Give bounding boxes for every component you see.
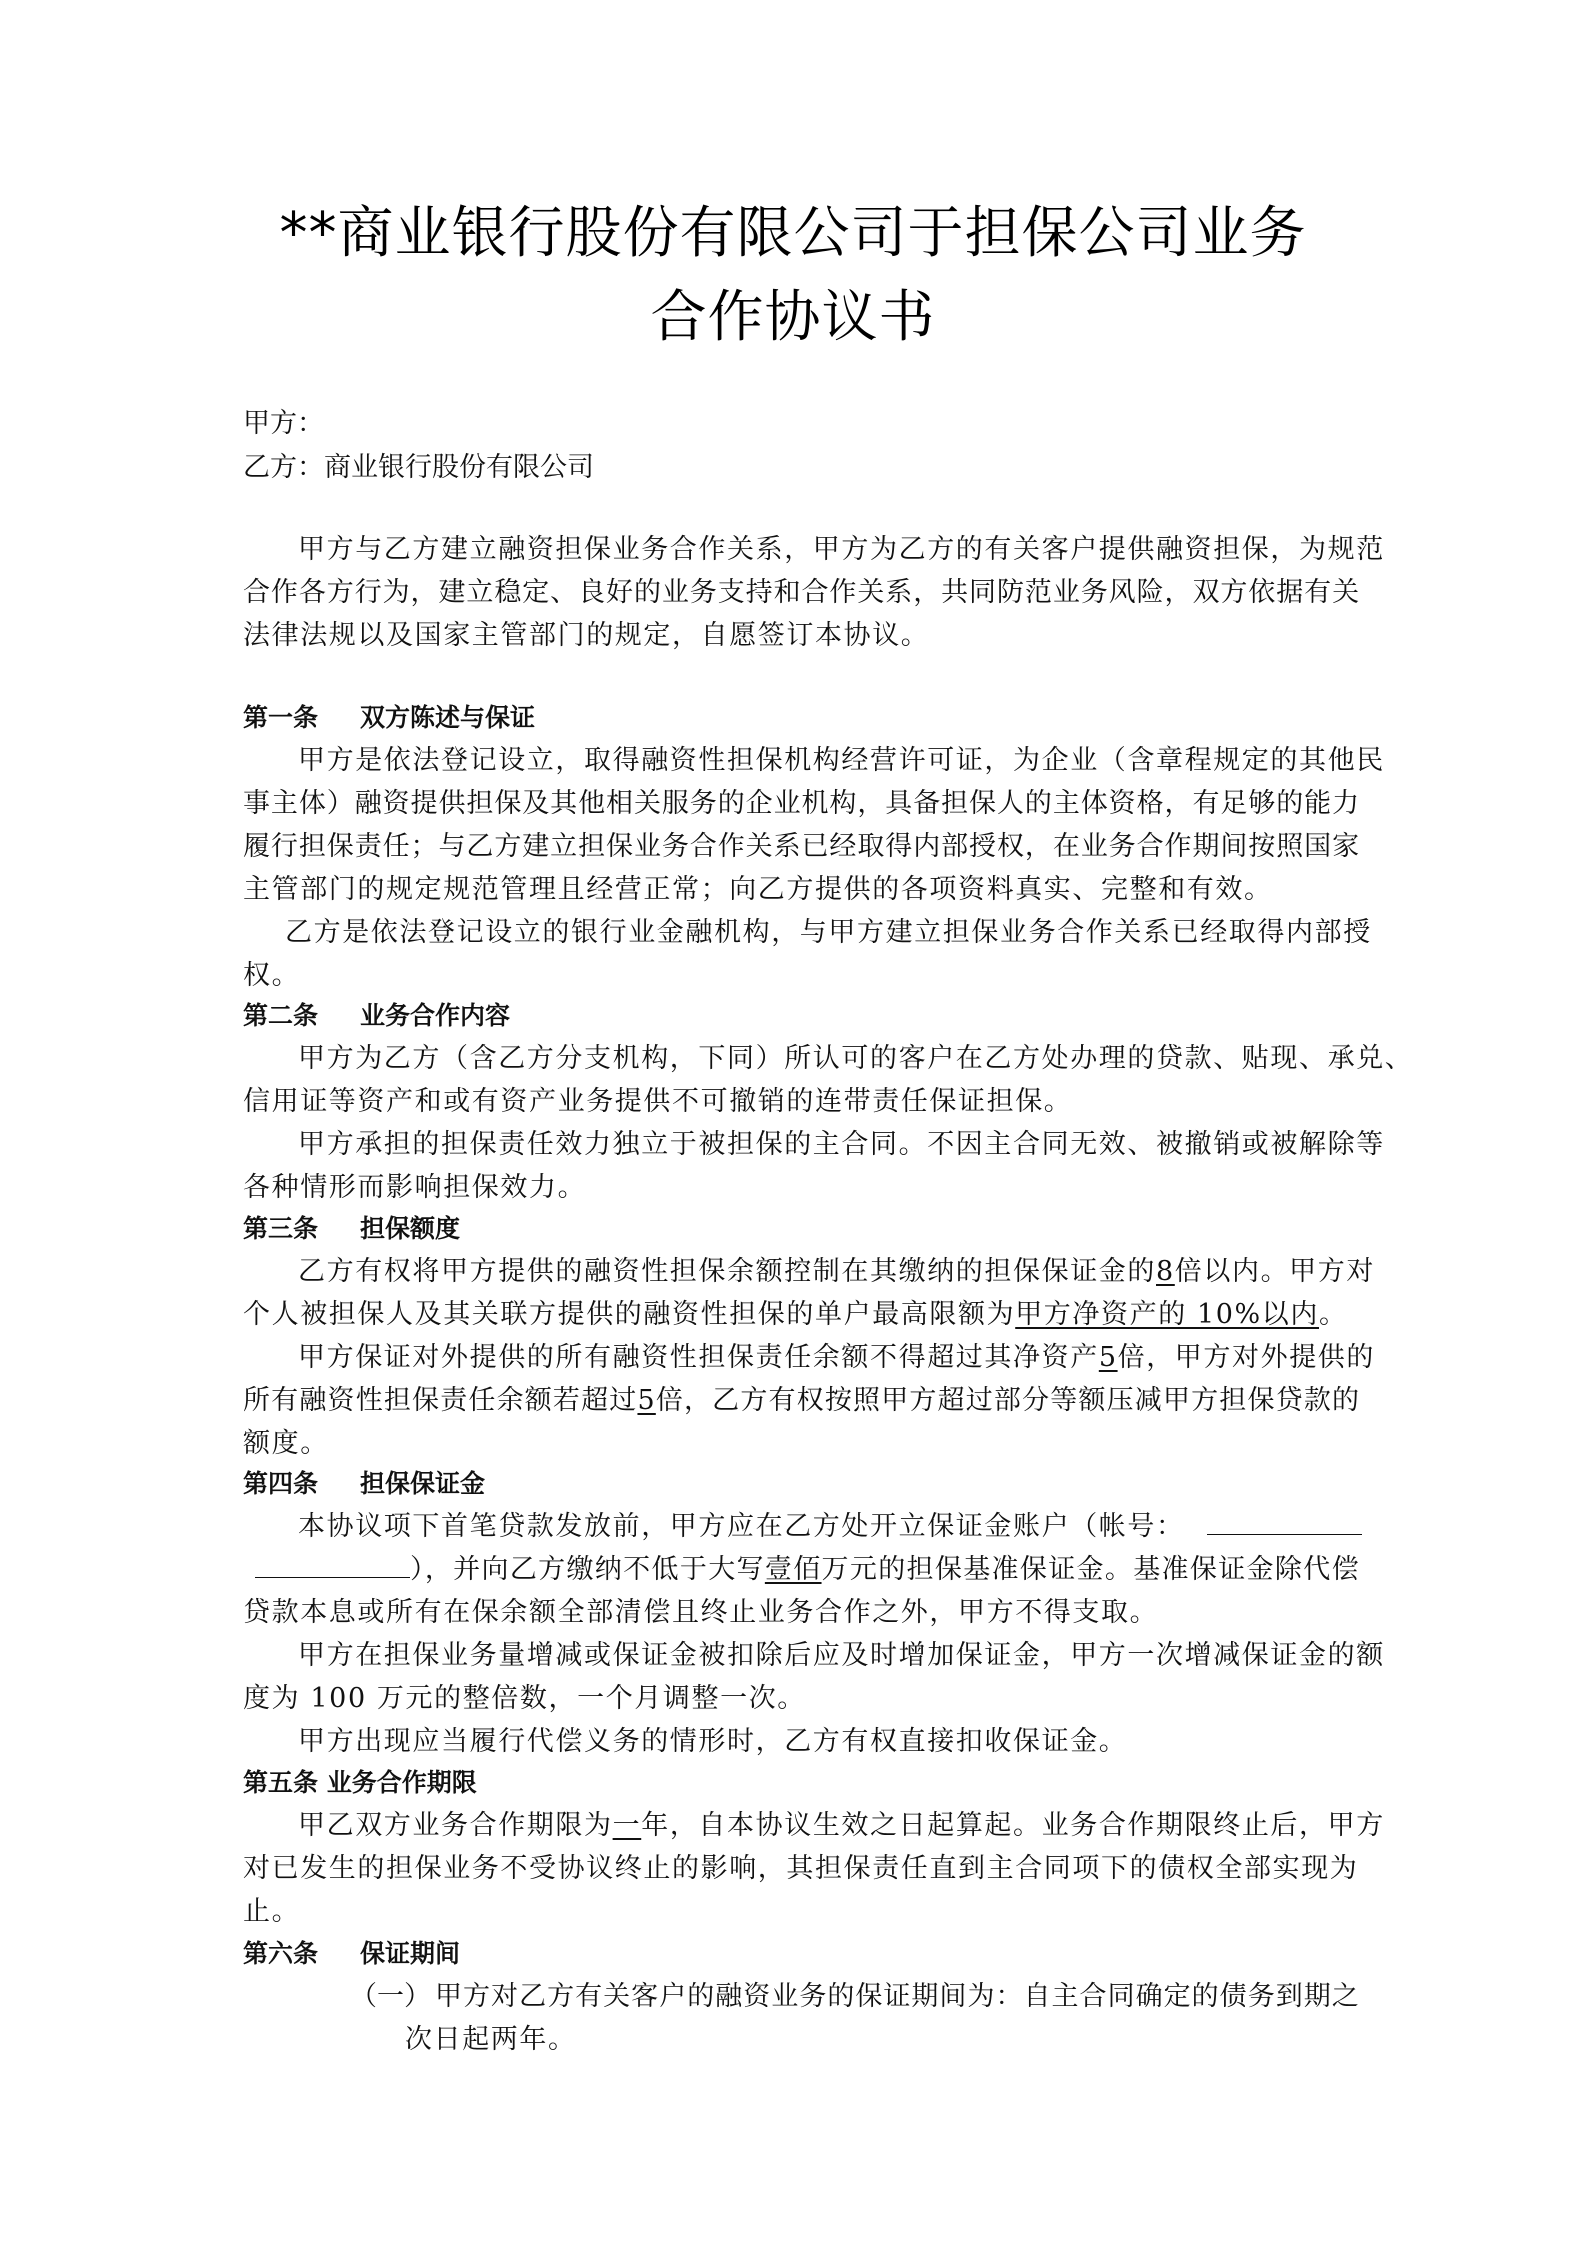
article-title: 担保保证金 bbox=[360, 1469, 486, 1498]
text-segment: 本协议项下首笔贷款发放前，甲方应在乙方处开立保证金账户（帐号： bbox=[298, 1511, 1185, 1542]
text-segment: 年，自本协议生效之日起算起。业务合作期限终止后，甲方 bbox=[641, 1810, 1385, 1841]
article-title: 业务合作内容 bbox=[360, 1001, 511, 1030]
text-segment: 万元的担保基准保证金。基准保证金除代偿 bbox=[821, 1554, 1360, 1585]
article-number: 第二条 bbox=[243, 1001, 319, 1030]
article-2-text: 各种情形而影响担保效力。 bbox=[243, 1172, 587, 1203]
text-segment: 甲乙双方业务合作期限为 bbox=[298, 1810, 613, 1841]
article-number: 第六条 bbox=[243, 1939, 319, 1968]
article-number: 第三条 bbox=[243, 1214, 319, 1243]
article-3-text bbox=[298, 1256, 1415, 1288]
article-6-item-text: 甲方对乙方有关客户的融资业务的保证期间为：自主合同确定的债务到期之 bbox=[435, 1981, 1360, 2012]
text-segment: 甲方保证对外提供的所有融资性担保责任余额不得超过其净资产 bbox=[298, 1342, 1099, 1373]
article-1-text: 事主体）融资提供担保及其他相关服务的企业机构，具备担保人的主体资格，有足够的能力 bbox=[243, 788, 1360, 819]
article-4-text bbox=[243, 1554, 1360, 1586]
article-6-item-text: 次日起两年。 bbox=[405, 2024, 577, 2055]
underlined-value: 8 bbox=[1156, 1256, 1175, 1287]
article-1-heading bbox=[243, 703, 535, 733]
document-title-line2: 合作协议书 bbox=[650, 285, 936, 350]
article-3-text bbox=[298, 1342, 1415, 1374]
article-1-text: 乙方是依法登记设立的银行业金融机构，与甲方建立担保业务合作关系已经取得内部授 bbox=[285, 917, 1372, 948]
party-b: 乙方：商业银行股份有限公司 bbox=[243, 452, 594, 483]
article-5-text: 对已发生的担保业务不受协议终止的影响，其担保责任直到主合同项下的债权全部实现为 bbox=[243, 1853, 1359, 1884]
underlined-value: 5 bbox=[1098, 1342, 1118, 1373]
article-5-heading: 第五条 业务合作期限 bbox=[243, 1768, 477, 1797]
article-4-text: 度为 100 万元的整倍数，一个月调整一次。 bbox=[243, 1683, 806, 1714]
preamble-line: 法律法规以及国家主管部门的规定，自愿签订本协议。 bbox=[243, 620, 930, 651]
text-segment: 个人被担保人及其关联方提供的融资性担保的单户最高限额为 bbox=[243, 1299, 1016, 1330]
article-title: 保证期间 bbox=[360, 1939, 461, 1968]
article-3-text: 额度。 bbox=[243, 1428, 329, 1459]
text-segment: ），并向乙方缴纳不低于大写 bbox=[410, 1554, 765, 1585]
underlined-value: 5 bbox=[637, 1385, 656, 1416]
text-segment: 乙方有权将甲方提供的融资性担保余额控制在其缴纳的担保保证金的 bbox=[298, 1256, 1156, 1287]
article-title: 担保额度 bbox=[360, 1214, 461, 1243]
party-a: 甲方： bbox=[243, 408, 324, 439]
article-3-text bbox=[243, 1385, 1360, 1417]
underlined-value: 一 bbox=[612, 1810, 642, 1841]
preamble-line: 合作各方行为，建立稳定、良好的业务支持和合作关系，共同防范业务风险，双方依据有关 bbox=[243, 577, 1360, 608]
article-6-heading bbox=[243, 1939, 460, 1969]
text-segment: 倍，乙方有权按照甲方超过部分等额压减甲方担保贷款的 bbox=[655, 1385, 1361, 1416]
article-4-text: 甲方出现应当履行代偿义务的情形时，乙方有权直接扣收保证金。 bbox=[298, 1726, 1128, 1757]
article-1-text: 权。 bbox=[243, 960, 301, 991]
article-5-text: 止。 bbox=[243, 1896, 301, 1927]
text-segment: 倍，甲方对外提供的 bbox=[1117, 1342, 1375, 1373]
article-2-text: 甲方为乙方（含乙方分支机构，下同）所认可的客户在乙方处办理的贷款、贴现、承兑、 bbox=[298, 1043, 1414, 1074]
preamble-line: 甲方与乙方建立融资担保业务合作关系，甲方为乙方的有关客户提供融资担保，为规范 bbox=[298, 534, 1385, 565]
account-number-blank bbox=[1207, 1512, 1362, 1535]
article-number: 第一条 bbox=[243, 703, 319, 732]
account-number-blank-cont bbox=[255, 1555, 410, 1578]
article-2-text: 信用证等资产和或有资产业务提供不可撤销的连带责任保证担保。 bbox=[243, 1086, 1073, 1117]
article-3-text bbox=[243, 1299, 1360, 1331]
article-3-heading bbox=[243, 1214, 460, 1244]
article-4-heading bbox=[243, 1469, 485, 1499]
text-segment: 。 bbox=[1319, 1299, 1348, 1330]
document-title-line1: **商业银行股份有限公司于担保公司业务 bbox=[279, 201, 1307, 266]
article-5-text bbox=[298, 1810, 1415, 1842]
article-4-text: 甲方在担保业务量增减或保证金被扣除后应及时增加保证金，甲方一次增减保证金的额 bbox=[298, 1640, 1385, 1671]
underlined-value: 壹佰 bbox=[764, 1554, 822, 1585]
article-4-text bbox=[298, 1511, 1415, 1543]
text-segment: 所有融资性担保责任余额若超过 bbox=[243, 1385, 638, 1416]
underlined-value: 甲方净资产的 10%以内 bbox=[1015, 1299, 1319, 1330]
text-segment: 倍以内。甲方对 bbox=[1174, 1256, 1375, 1287]
article-title: 双方陈述与保证 bbox=[360, 703, 536, 732]
article-1-text: 履行担保责任；与乙方建立担保业务合作关系已经取得内部授权，在业务合作期间按照国家 bbox=[243, 831, 1360, 862]
article-4-text: 贷款本息或所有在保余额全部清偿且终止业务合作之外，甲方不得支取。 bbox=[243, 1597, 1159, 1628]
article-number: 第四条 bbox=[243, 1469, 319, 1498]
list-item-marker: （一） bbox=[350, 1981, 431, 2012]
article-1-text: 甲方是依法登记设立，取得融资性担保机构经营许可证，为企业（含章程规定的其他民 bbox=[298, 745, 1385, 776]
article-2-heading bbox=[243, 1001, 510, 1031]
article-1-text: 主管部门的规定规范管理且经营正常；向乙方提供的各项资料真实、完整和有效。 bbox=[243, 874, 1273, 905]
article-2-text: 甲方承担的担保责任效力独立于被担保的主合同。不因主合同无效、被撤销或被解除等 bbox=[298, 1129, 1385, 1160]
